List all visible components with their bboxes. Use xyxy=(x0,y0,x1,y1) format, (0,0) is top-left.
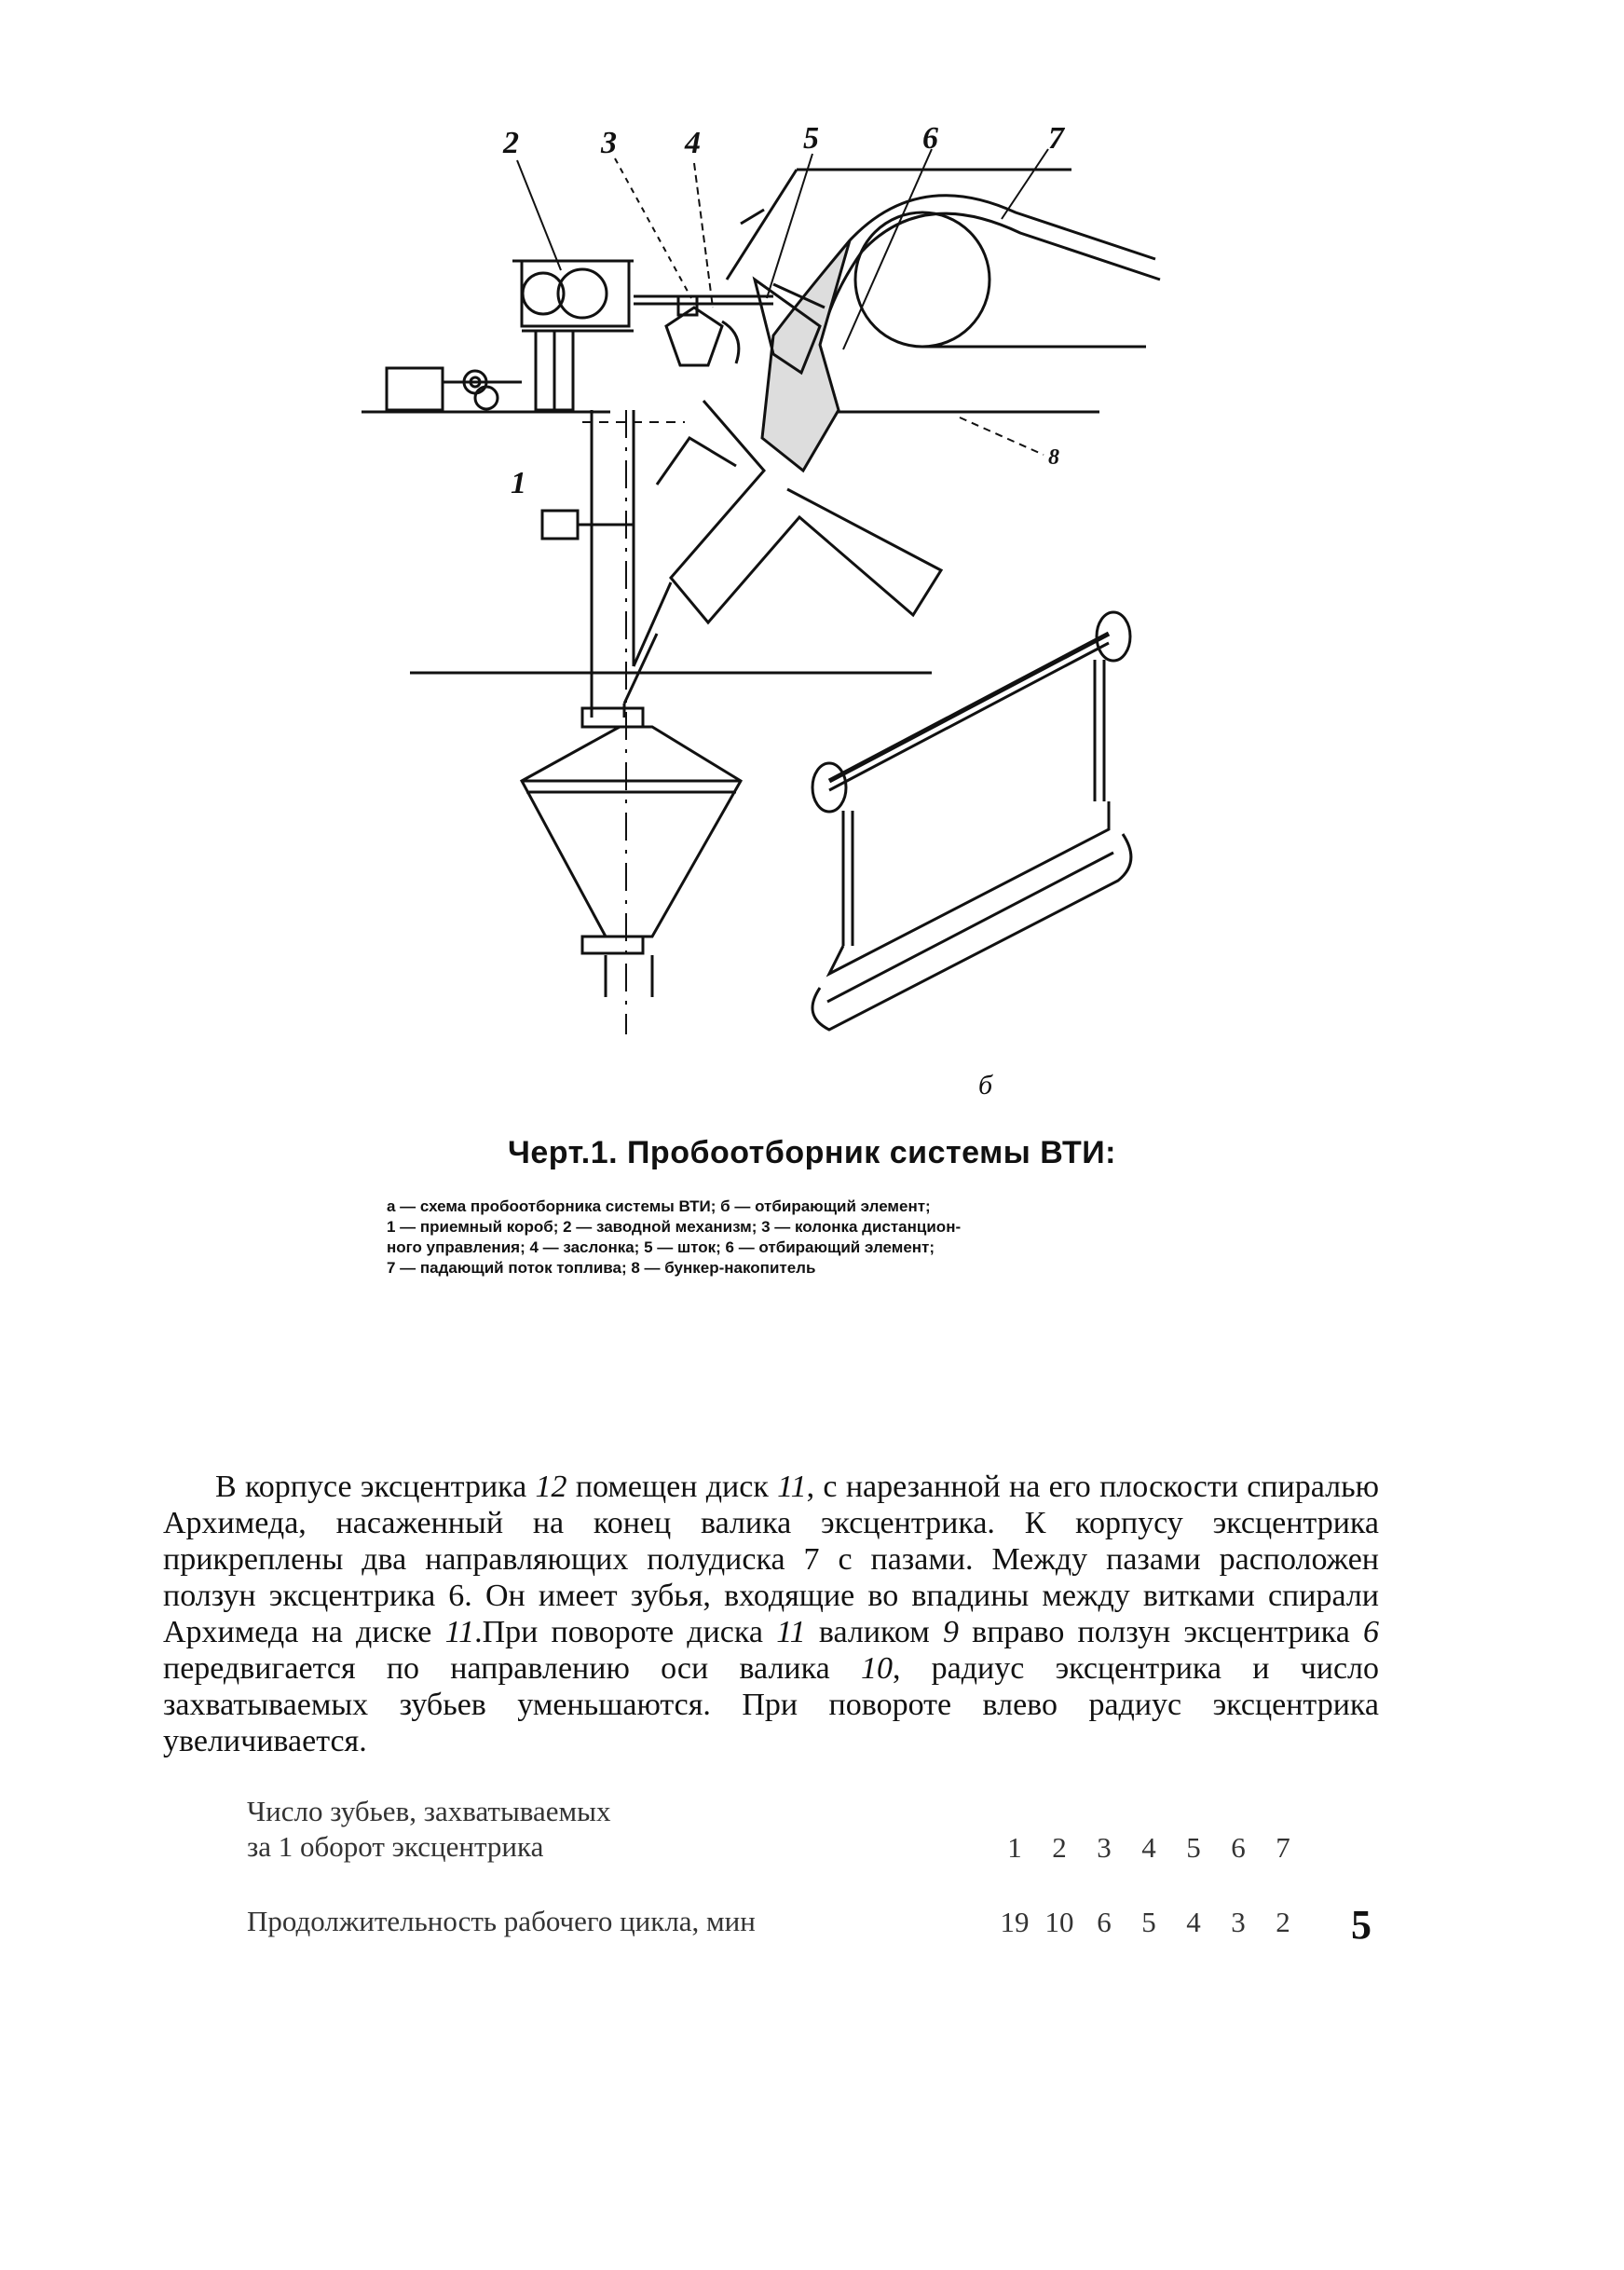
row-label-line: за 1 оборот эксцентрика xyxy=(247,1830,544,1863)
page-number: 5 xyxy=(1351,1902,1372,1948)
row-values xyxy=(992,1831,1305,1865)
body-paragraph: В корпусе эксцентрика 12 помещен диск 11, с нарезанной на его плоскости спиралью Архимеда, насаженный на конец валика эксцентрика. К корпусу эксцентрика прикреплены два направляющих полудиска 7 с пазами. Между пазами расположен ползун эксцентрика 6. Он имеет зубья, входящие во впадины между витками спирали Архимеда на диске 11.При повороте диска 11 валиком 9 вправо ползун эксцентрика 6 передвигается по направлению оси валика 10, радиус эксцентрика и число захватываемых зубьев уменьшаются. При повороте влево радиус эксцентрика увеличивается. xyxy=(163,1470,1379,1758)
body-text xyxy=(163,1469,1379,1759)
figure-vti-sampler xyxy=(0,0,1624,1118)
table-cell: 6 xyxy=(1231,1831,1246,1864)
row-label: Продолжительность рабочего цикла, мин xyxy=(247,1905,756,1937)
figure-legend xyxy=(387,1197,1169,1279)
ref-numeral: 9 xyxy=(942,1615,959,1649)
ref-numeral: 11 xyxy=(776,1615,806,1649)
table-row xyxy=(247,1904,1318,1939)
table-cell: 5 xyxy=(1186,1831,1201,1864)
table-cell: 2 xyxy=(1052,1831,1067,1864)
sampler-drawing xyxy=(0,0,1624,1118)
motor xyxy=(387,368,443,410)
cover-tick xyxy=(741,210,764,224)
row-label xyxy=(247,1794,992,1865)
legend-line: 7 — падающий поток топлива; 8 — бункер-накопитель xyxy=(387,1259,816,1277)
damper xyxy=(722,321,739,363)
sub-label-b: б xyxy=(978,1070,993,1101)
table-cell: 6 xyxy=(1097,1906,1112,1938)
sampling-element-b xyxy=(812,612,1131,1030)
callout-2: 2 xyxy=(503,126,519,160)
callout-7: 7 xyxy=(1048,121,1064,156)
ref-numeral: 11 xyxy=(777,1470,807,1504)
callout-1: 1 xyxy=(511,466,526,500)
callout-4: 4 xyxy=(685,126,701,160)
table-cell: 4 xyxy=(1186,1906,1201,1938)
row-values xyxy=(992,1906,1305,1939)
callout-6: 6 xyxy=(922,121,938,156)
table-cell: 4 xyxy=(1141,1831,1156,1864)
collecting-hopper xyxy=(522,727,741,937)
legend-line: ного управления; 4 — заслонка; 5 — шток; 6 — отбирающий элемент; xyxy=(387,1238,935,1256)
drum-pulley xyxy=(855,212,989,347)
ref-numeral: 12 xyxy=(535,1470,567,1504)
callout-5: 5 xyxy=(803,121,819,156)
counterweight xyxy=(542,511,578,539)
ref-numeral: 11 xyxy=(444,1615,475,1649)
cover-slant xyxy=(727,170,797,280)
callout-8: 8 xyxy=(1048,445,1059,470)
legend-line: 1 — приемный короб; 2 — заводной механизм; 3 — колонка дистанцион- xyxy=(387,1218,962,1236)
table-cell: 10 xyxy=(1044,1906,1074,1938)
table-cell: 3 xyxy=(1097,1831,1112,1864)
callout-3: 3 xyxy=(601,126,617,160)
table-cell: 7 xyxy=(1276,1831,1290,1864)
table-cell: 3 xyxy=(1231,1906,1246,1938)
ref-numeral: 10 xyxy=(860,1651,893,1686)
ref-numeral: 6 xyxy=(1363,1615,1379,1649)
table-cell: 2 xyxy=(1276,1906,1290,1938)
teeth-cycle-table xyxy=(247,1794,1318,1939)
legend-line: а — схема пробоотборника системы ВТИ; б — отбирающий элемент; xyxy=(387,1197,931,1215)
table-cell: 5 xyxy=(1141,1906,1156,1938)
table-cell: 1 xyxy=(1007,1831,1022,1864)
row-label-line: Число зубьев, захватываемых xyxy=(247,1795,611,1827)
table-row xyxy=(247,1794,1318,1865)
figure-caption-title: Черт.1. Пробоотборник системы ВТИ: xyxy=(507,1135,1117,1170)
table-cell: 19 xyxy=(1000,1906,1030,1938)
